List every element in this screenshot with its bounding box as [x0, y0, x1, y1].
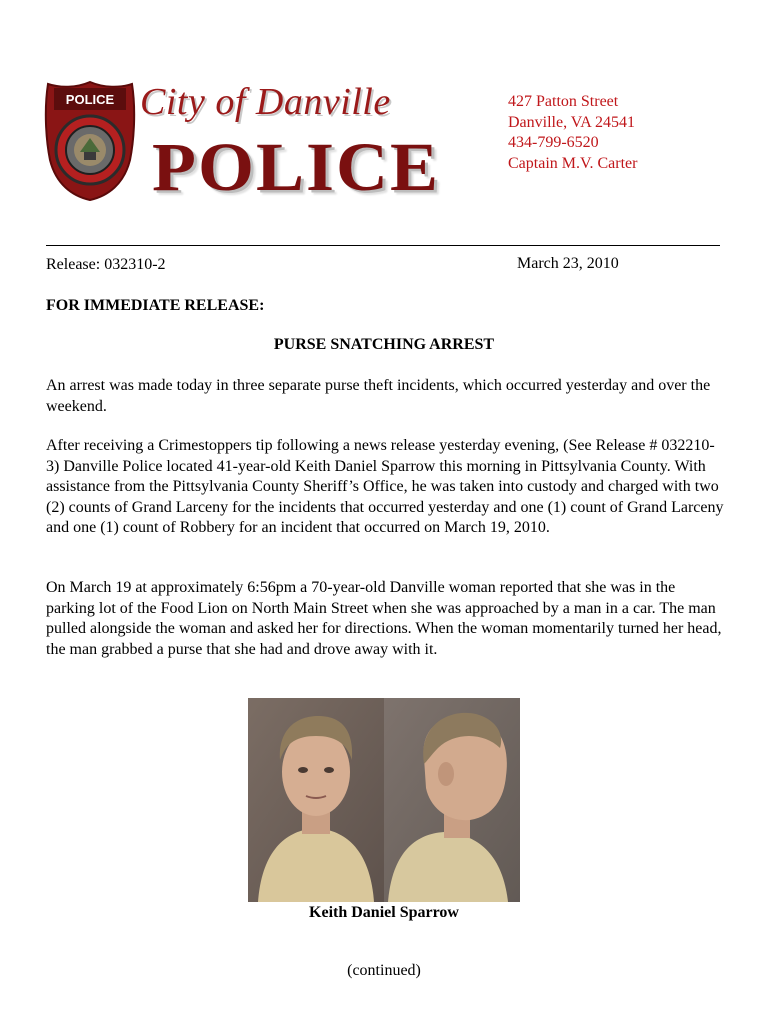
- police-badge-icon: [44, 80, 136, 202]
- paragraph-2: After receiving a Crimestoppers tip following a news release yesterday evening, (See Release # 032210-3) Danville Police located 41-year-old Keith Daniel Sparrow this morning in Pittsylvania County. With assistance from the Pittsylvania County Sheriff’s Office, he was taken into custody and charged with two (2) counts of Grand Larceny for the incidents that occurred yesterday and one (1) count of Grand Larceny and one (1) count of Robbery for an incident that occurred on March 19, 2010.: [46, 437, 724, 536]
- address-city: Danville, VA 24541: [508, 113, 635, 131]
- address-contact: Captain M.V. Carter: [508, 154, 638, 172]
- headline: PURSE SNATCHING ARREST: [273, 336, 495, 353]
- header-divider: [46, 245, 720, 246]
- logo-police-text: POLICE: [152, 128, 441, 205]
- immediate-release-label: FOR IMMEDIATE RELEASE:: [46, 297, 265, 314]
- suspect-photo: [248, 698, 520, 902]
- badge-label: POLICE: [65, 92, 115, 107]
- photo-caption: Keith Daniel Sparrow: [309, 904, 459, 921]
- release-number: Release: 032310-2: [46, 256, 166, 273]
- paragraph-1: An arrest was made today in three separate purse theft incidents, which occurred yesterday and over the weekend.: [46, 377, 711, 415]
- release-date: March 23, 2010: [517, 255, 619, 272]
- address-phone: 434-799-6520: [508, 134, 599, 151]
- paragraph-3: On March 19 at approximately 6:56pm a 70-year-old Danville woman reported that she was in the parking lot of the Food Lion on North Main Street when she was approached by a man in a car. The man pulled alongside the woman and asked her for directions. When the woman momentarily turned her head, the man grabbed a purse that she had and drove away with it.: [46, 579, 722, 658]
- address-block: [508, 92, 637, 174]
- continued-note: (continued): [347, 962, 421, 979]
- logo-city-text: City of Danville: [140, 81, 391, 123]
- address-street: 427 Patton Street: [508, 93, 619, 110]
